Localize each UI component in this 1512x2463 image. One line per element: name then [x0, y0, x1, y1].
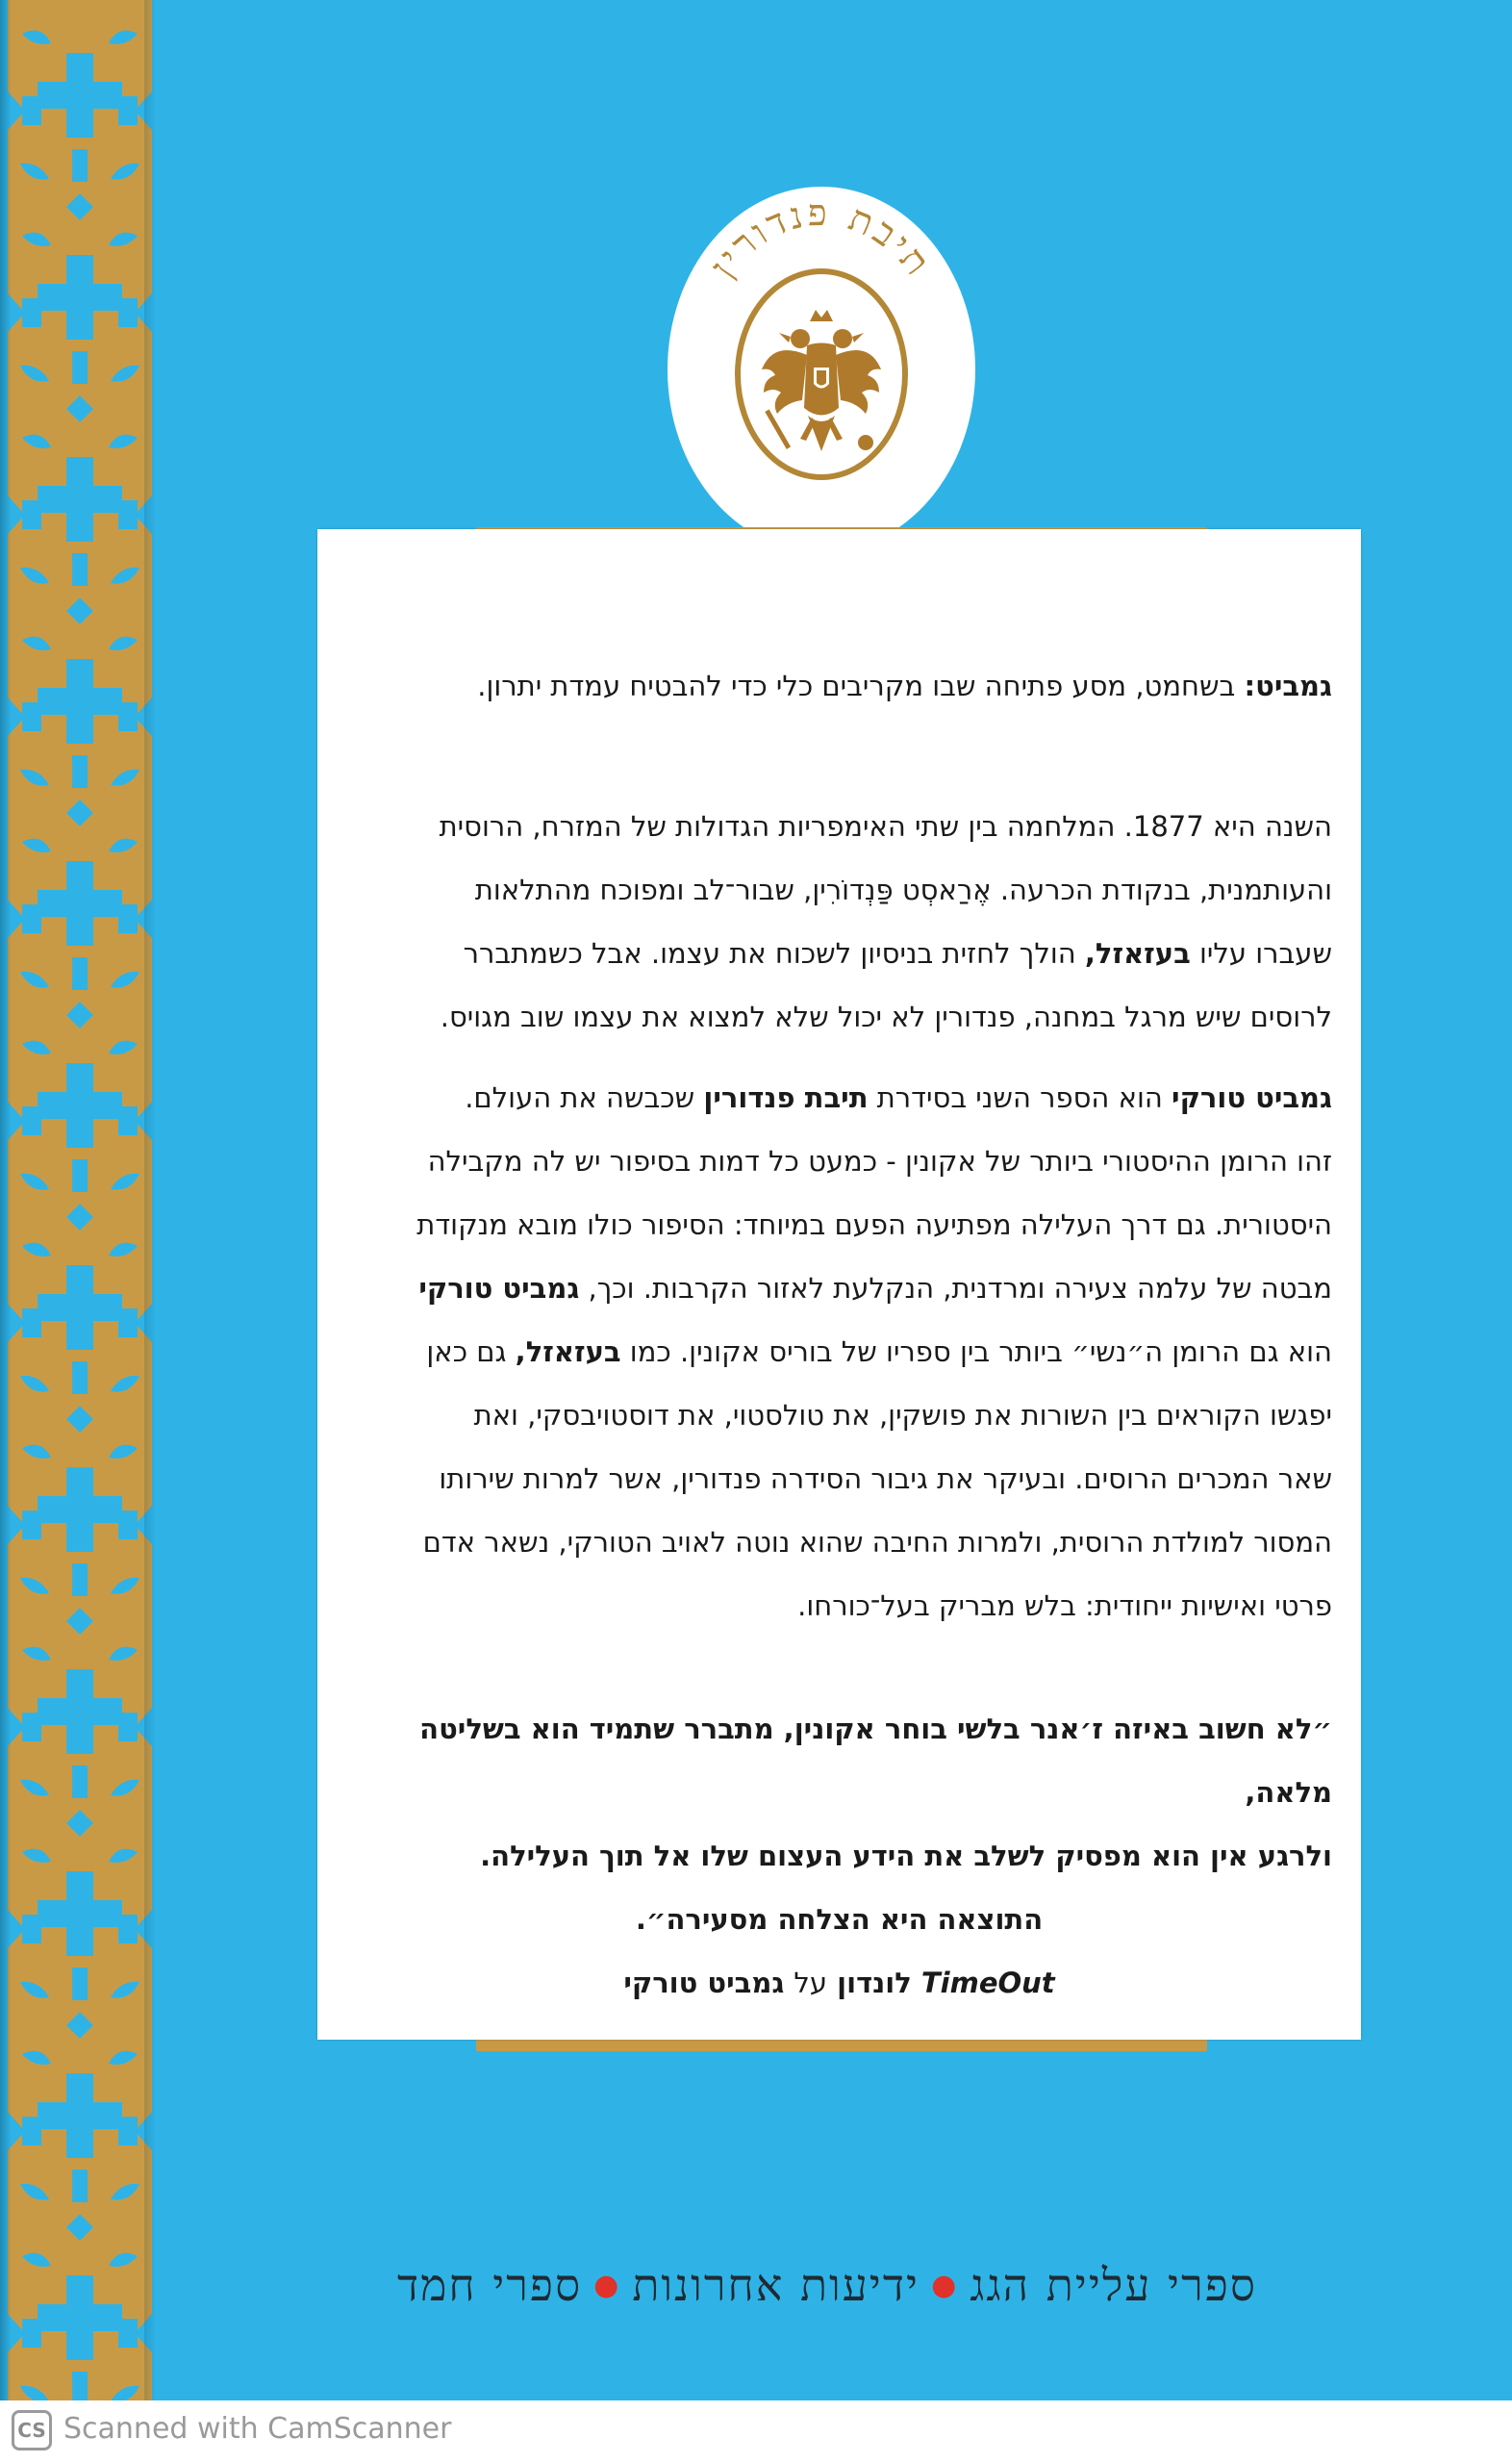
- band-shade: [144, 0, 156, 2400]
- series-name: תיבת פנדורין: [703, 1081, 869, 1114]
- source-book-title: גמביט טורקי: [623, 1967, 785, 1999]
- para1-line-1: השנה היא 1877. המלחמה בין שתי האימפריות הגדולות של המזרח, הרוסית: [439, 810, 1332, 843]
- para2-text: גם כאן: [426, 1335, 507, 1368]
- source-magazine: TimeOut: [920, 1967, 1055, 1999]
- quote-line-3: התוצאה היא הצלחה מסעירה״.: [635, 1903, 1044, 1936]
- ornament-motif: [8, 435, 152, 624]
- ornamental-border-band: [8, 0, 152, 2400]
- ornament-motif: [8, 1849, 152, 2039]
- para2-line-5: [346, 1320, 1332, 1384]
- double-headed-eagle-icon: [668, 187, 975, 562]
- series-emblem: [668, 187, 975, 562]
- quote-source: [346, 1951, 1332, 2015]
- book-title-turkish-gambit: גמביט טורקי: [418, 1272, 580, 1305]
- para2-line-7: שאר המכרים הרוסים. ובעיקר את גיבור הסידרה פנדורין, אשר למרות שירותו: [439, 1462, 1332, 1495]
- ornament-pattern: [8, 0, 152, 2400]
- red-dot-separator-icon: ●: [931, 2269, 959, 2302]
- ornament-motif: [8, 2253, 152, 2400]
- para1-text: הולך לחזית בניסיון לשכוח את עצמו. אבל כשמתברר: [463, 937, 1076, 970]
- para2-line-8: המסור למולדת הרוסית, ולמרות החיבה שהוא נוטה לאויב הטורקי, נשאר אדם: [422, 1526, 1332, 1559]
- source-city: לונדון: [837, 1967, 912, 1999]
- para2-text: הוא גם הרומן ה״נשי״ ביותר בין ספריו של בוריס אקונין. כמו: [629, 1335, 1332, 1368]
- para2-text: הוא הספר השני בסידרת: [876, 1081, 1163, 1114]
- source-on: על: [794, 1967, 828, 1999]
- book-title-azazel: בעזאזל,: [1084, 937, 1191, 970]
- blurb-text: [346, 654, 1332, 2015]
- ornament-motif: [8, 1041, 152, 1231]
- publisher-2: ידיעות אחרונות: [632, 2259, 920, 2311]
- scanner-watermark-text: Scanned with CamScanner: [63, 2412, 452, 2446]
- description-panel: [317, 529, 1361, 2040]
- definition-text: בשחמט, מסע פתיחה שבו מקריבים כלי כדי להבטיח עמדת יתרון.: [477, 670, 1236, 702]
- definition-term: גמביט:: [1244, 670, 1332, 702]
- quote-line-1: ״לא חשוב באיזה ז׳אנר בלשי בוחר אקונין, מתברר שתמיד הוא בשליטה מלאה,: [419, 1713, 1332, 1809]
- para1-line-3: [346, 922, 1332, 985]
- spine-shadow: [0, 0, 12, 2400]
- publisher-line: [327, 2259, 1327, 2311]
- ornament-motif: [8, 31, 152, 220]
- ornament-motif: [8, 233, 152, 422]
- book-title-turkish-gambit: גמביט טורקי: [1172, 1081, 1332, 1114]
- ornament-motif: [8, 2051, 152, 2241]
- quote-line-2: ולרגע אין הוא מפסיק לשלב את הידע העצום שלו אל תוך העלילה.: [480, 1840, 1332, 1872]
- emblem-arc-text: תיבת פנדורין: [701, 190, 942, 286]
- scanner-footer: [0, 2400, 1512, 2463]
- para2-line-6: יפגשו הקוראים בין השורות את פושקין, את טולסטוי, את דוסטויבסקי, ואת: [473, 1399, 1332, 1432]
- ornament-motif: [8, 1647, 152, 1837]
- ornament-motif: [8, 637, 152, 826]
- camscanner-logo-icon: CS: [12, 2410, 52, 2450]
- para2-line-3: היסטורית. גם דרך העלילה מפתיעה הפעם במיוחד: הסיפור כולו מובא מנקודת: [416, 1208, 1332, 1241]
- para2-text: שכבשה את העולם.: [465, 1081, 695, 1114]
- publisher-3: ספרי חמד: [397, 2259, 583, 2311]
- para2-line-9: פרטי ואישיות ייחודית: בלש מבריק בעל־כורחו.: [797, 1589, 1332, 1622]
- para2-line-1: [346, 1066, 1332, 1130]
- definition-line: [346, 654, 1332, 718]
- para1-line-2: והעותמנית, בנקודת הכרעה. אֶרַאסְט פַּנְדוֹרִין, שבור־לב ומפוכח מהתלאות: [474, 874, 1332, 906]
- publisher-1: ספרי עליית הגג: [970, 2259, 1257, 2311]
- para2-line-2: זהו הרומן ההיסטורי ביותר של אקונין - כמעט כל דמות בסיפור יש לה מקבילה: [427, 1145, 1332, 1178]
- para2-line-4: [346, 1257, 1332, 1320]
- ornament-motif: [8, 1445, 152, 1635]
- ornament-motif: [8, 1243, 152, 1433]
- para1-line-4: לרוסים שיש מרגל במחנה, פנדורין לא יכול שלא למצוא את עצמו שוב מגויס.: [440, 1001, 1332, 1033]
- para1-text: שעברו עליו: [1199, 937, 1332, 970]
- ornament-motif: [8, 839, 152, 1028]
- para2-text: מבטה של עלמה צעירה ומרדנית, הנקלעת לאזור הקרבות. וכך,: [588, 1272, 1332, 1305]
- red-dot-separator-icon: ●: [593, 2269, 621, 2302]
- book-title-azazel: בעזאזל,: [515, 1335, 621, 1368]
